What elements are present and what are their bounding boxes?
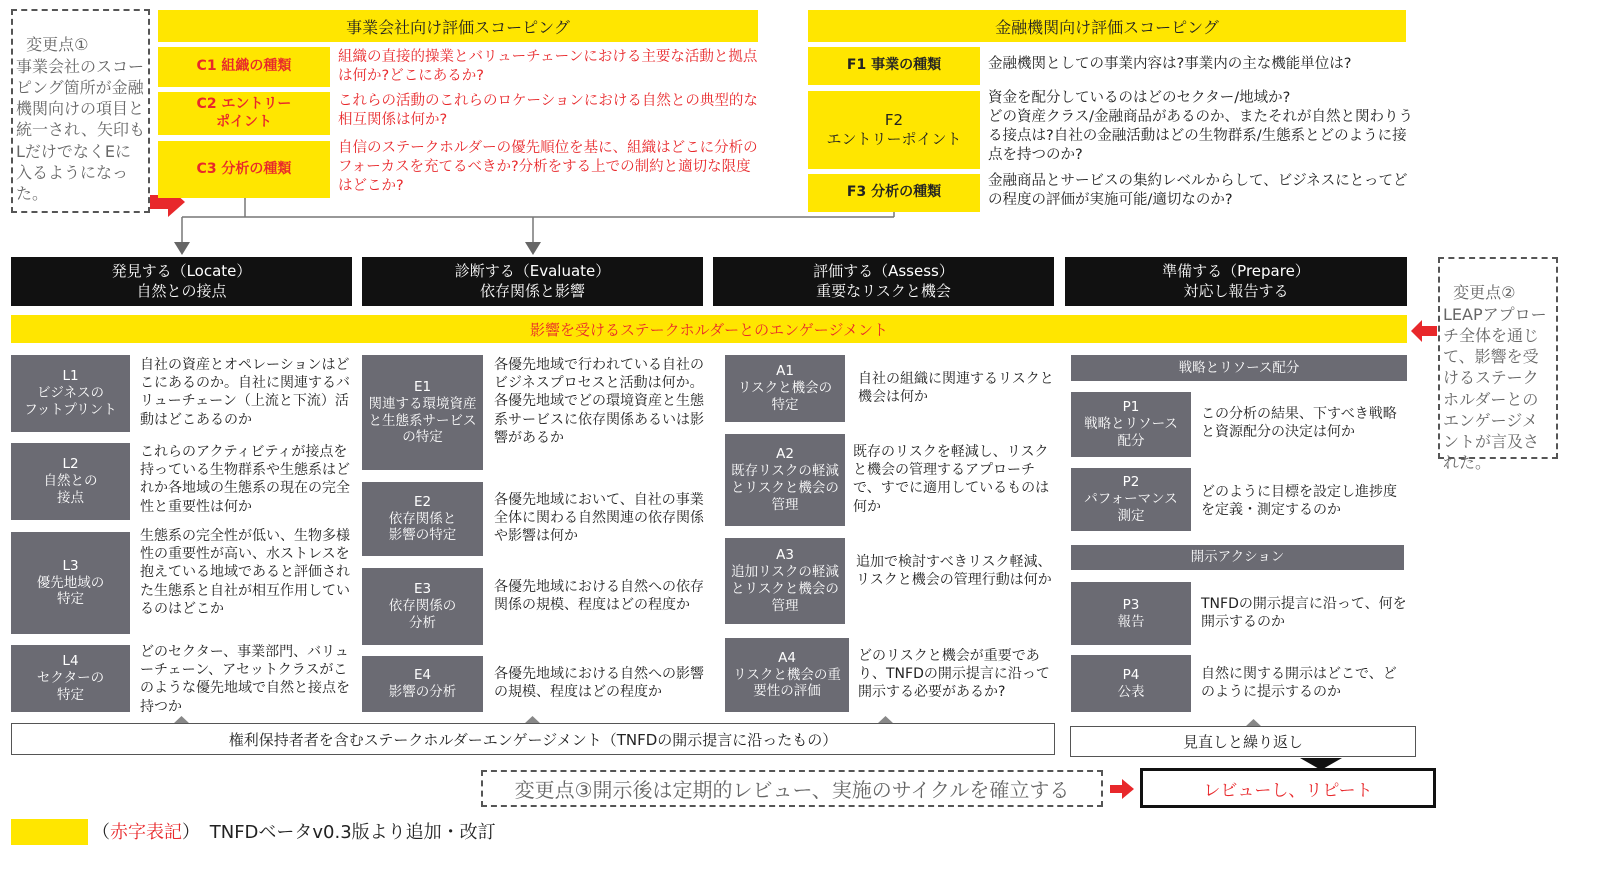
legend-red-label: 赤字表記 bbox=[110, 822, 182, 843]
review-repeat-box bbox=[1140, 768, 1436, 808]
c3-label: C3 分析の種類 bbox=[158, 141, 330, 198]
l2-label: L2 自然との 接点 bbox=[11, 443, 130, 520]
f2-label: F2 エントリーポイント bbox=[808, 91, 980, 169]
phase-assess bbox=[713, 257, 1054, 306]
a2-label: A2 既存リスクの軽減とリスクと機会の管理 bbox=[725, 434, 845, 526]
change-note-3 bbox=[481, 770, 1103, 807]
l4-text: どのセクター、事業部門、バリューチェーン、アセットクラスがこのような優先地域で自然と接点を持つか bbox=[140, 644, 350, 715]
c1-text: 組織の直接的操業とバリューチェーンにおける主要な活動と拠点は何か?どこにあるか? bbox=[338, 49, 758, 84]
f1-text: 金融機関としての事業内容は?事業内の主な機能単位は? bbox=[988, 56, 1352, 72]
f3-label: F3 分析の種類 bbox=[808, 174, 980, 212]
engagement-box: 権利保持者者を含むステークホルダーエンゲージメント（TNFDの開示提言に沿ったもの） bbox=[11, 723, 1055, 755]
l1-label: L1 ビジネスの フットプリント bbox=[11, 355, 130, 432]
review-box: 見直しと繰り返し bbox=[1070, 726, 1416, 757]
f2-text: 資金を配分しているのはどのセクター/地域か? どの資産クラス/金融商品があるのか、またそれが自然と関わりうる接点は?自社の金融活動はどの生物群系/生態系とどのように接点を持つのか? bbox=[988, 90, 1413, 163]
a4-text: どのリスクと機会が重要であり、TNFDの開示提言に沿って開示する必要があるか? bbox=[858, 648, 1050, 701]
e1-text: 各優先地域で行われている自社のビジネスプロセスと活動は何か。各優先地域でどの環境資産と生態系サービスに依存関係あるいは影響があるか bbox=[494, 357, 704, 446]
a1-label: A1 リスクと機会の 特定 bbox=[725, 355, 845, 422]
e2-text: 各優先地域において、自社の事業全体に関わる自然関連の依存関係や影響は何か bbox=[494, 492, 704, 545]
change-note-2-text: 変更点② LEAPアプローチ全体を通じて、影響を受けるステークホルダーとのエンゲージメントが言及された。 bbox=[1443, 283, 1547, 473]
legend-paren-close: ） bbox=[182, 822, 200, 843]
c2-label: C2 エントリー ポイント bbox=[158, 92, 330, 135]
e4-text: 各優先地域における自然への影響の規模、程度はどの程度か bbox=[494, 666, 704, 701]
p1-text: この分析の結果、下すべき戦略と資源配分の決定は何か bbox=[1201, 406, 1397, 441]
phase-locate-subtitle: 自然との接点 bbox=[136, 281, 227, 300]
phase-assess-subtitle: 重要なリスクと機会 bbox=[816, 281, 951, 300]
p3-label: P3 報告 bbox=[1071, 582, 1191, 645]
c1-label: C1 組織の種類 bbox=[158, 47, 330, 87]
l3-text: 生態系の完全性が低い、生物多様性の重要性が高い、水ストレスを抱えている地域であると評価された生態系と自社が相互作用しているのはどこか bbox=[140, 528, 350, 617]
phase-prepare-title: 準備する（Prepare） bbox=[1162, 262, 1310, 280]
change-note-1-text: 変更点① 事業会社のスコーピング箇所が金融機関向けの項目と統一され、矢印もLだけでなくEに入るようになった。 bbox=[16, 35, 145, 204]
phase-evaluate-title: 診断する（Evaluate） bbox=[454, 262, 611, 280]
e2-label: E2 依存関係と 影響の特定 bbox=[362, 482, 483, 556]
e1-label: E1 関連する環境資産と生態系サービスの特定 bbox=[362, 355, 483, 470]
prepare-header-disclosure: 開示アクション bbox=[1071, 545, 1404, 570]
a1-text: 自社の組織に関連するリスクと機会は何か bbox=[858, 371, 1054, 406]
red-arrow-left-icon bbox=[1411, 320, 1437, 342]
c3-text: 自信のステークホルダーの優先順位を基に、組織はどこに分析のフォーカスを充てるべきか?分析をする上での制約と適切な限度はどこか? bbox=[338, 140, 758, 194]
legend-swatch bbox=[11, 819, 88, 845]
financial-scoping-title: 金融機関向け評価スコーピング bbox=[808, 10, 1406, 42]
e3-label: E3 依存関係の 分析 bbox=[362, 568, 483, 645]
c2-text: これらの活動のこれらのロケーションにおける自然との典型的な相互関係は何か? bbox=[338, 93, 758, 128]
change-note-3-text: 変更点③開示後は定期的レビュー、実施のサイクルを確立する bbox=[514, 778, 1070, 802]
l4-label: L4 セクターの 特定 bbox=[11, 645, 130, 712]
a3-text: 追加で検討すべきリスク軽減、リスクと機会の管理行動は何か bbox=[856, 554, 1052, 589]
e4-label: E4 影響の分析 bbox=[362, 656, 483, 712]
p2-text: どのように目標を設定し進捗度を定義・測定するのか bbox=[1201, 484, 1397, 519]
phase-locate bbox=[11, 257, 352, 306]
a4-label: A4 リスクと機会の重要性の評価 bbox=[725, 638, 849, 712]
a3-label: A3 追加リスクの軽減とリスクと機会の管理 bbox=[725, 538, 845, 624]
corporate-scoping-title: 事業会社向け評価スコーピング bbox=[158, 10, 758, 42]
legend-text bbox=[92, 818, 496, 844]
change-note-2 bbox=[1438, 257, 1558, 473]
phase-evaluate-subtitle: 依存関係と影響 bbox=[479, 281, 585, 300]
review-repeat-text: レビューし、リピート bbox=[1203, 780, 1373, 801]
l2-text: これらのアクティビティが接点を持っている生物群系や生態系はどれか各地域の生態系の現在の完全性と重要性は何か bbox=[140, 444, 350, 515]
e3-text: 各優先地域における自然への依存関係の規模、程度はどの程度か bbox=[494, 579, 704, 614]
phase-prepare bbox=[1065, 257, 1407, 306]
p3-text: TNFDの開示提言に沿って、何を開示するのか bbox=[1201, 596, 1407, 631]
legend-description: TNFDベータv0.3版より追加・改訂 bbox=[209, 822, 496, 843]
phase-prepare-subtitle: 対応し報告する bbox=[1183, 281, 1289, 300]
l1-text: 自社の資産とオペレーションはどこにあるのか。自社に関連するバリューチェーン（上流と下流）活動はどこあるのか bbox=[140, 357, 350, 428]
p4-label: P4 公表 bbox=[1071, 655, 1191, 712]
stakeholder-engagement-bar: 影響を受けるステークホルダーとのエンゲージメント bbox=[11, 315, 1407, 343]
l3-label: L3 優先地域の 特定 bbox=[11, 532, 130, 634]
p2-label: P2 パフォーマンス 測定 bbox=[1071, 468, 1191, 531]
red-arrow-right-small-icon bbox=[1110, 779, 1134, 799]
phase-assess-title: 評価する（Assess） bbox=[813, 262, 954, 280]
p1-label: P1 戦略とリソース 配分 bbox=[1071, 392, 1191, 457]
phase-locate-title: 発見する（Locate） bbox=[111, 262, 252, 280]
f3-text: 金融商品とサービスの集約レベルからして、ビジネスにとってどの程度の評価が実施可能/適切なのか? bbox=[988, 173, 1408, 208]
legend-paren-open: （ bbox=[92, 822, 110, 843]
p4-text: 自然に関する開示はどこで、どのように提示するのか bbox=[1201, 666, 1397, 701]
phase-evaluate bbox=[362, 257, 703, 306]
prepare-header-strategy: 戦略とリソース配分 bbox=[1071, 355, 1407, 381]
scoping-connector bbox=[0, 0, 1617, 260]
f1-label: F1 事業の種類 bbox=[808, 47, 980, 85]
a2-text: 既存のリスクを軽減し、リスクと機会の管理するアプローチで、すでに適用しているものは何か bbox=[853, 444, 1050, 515]
